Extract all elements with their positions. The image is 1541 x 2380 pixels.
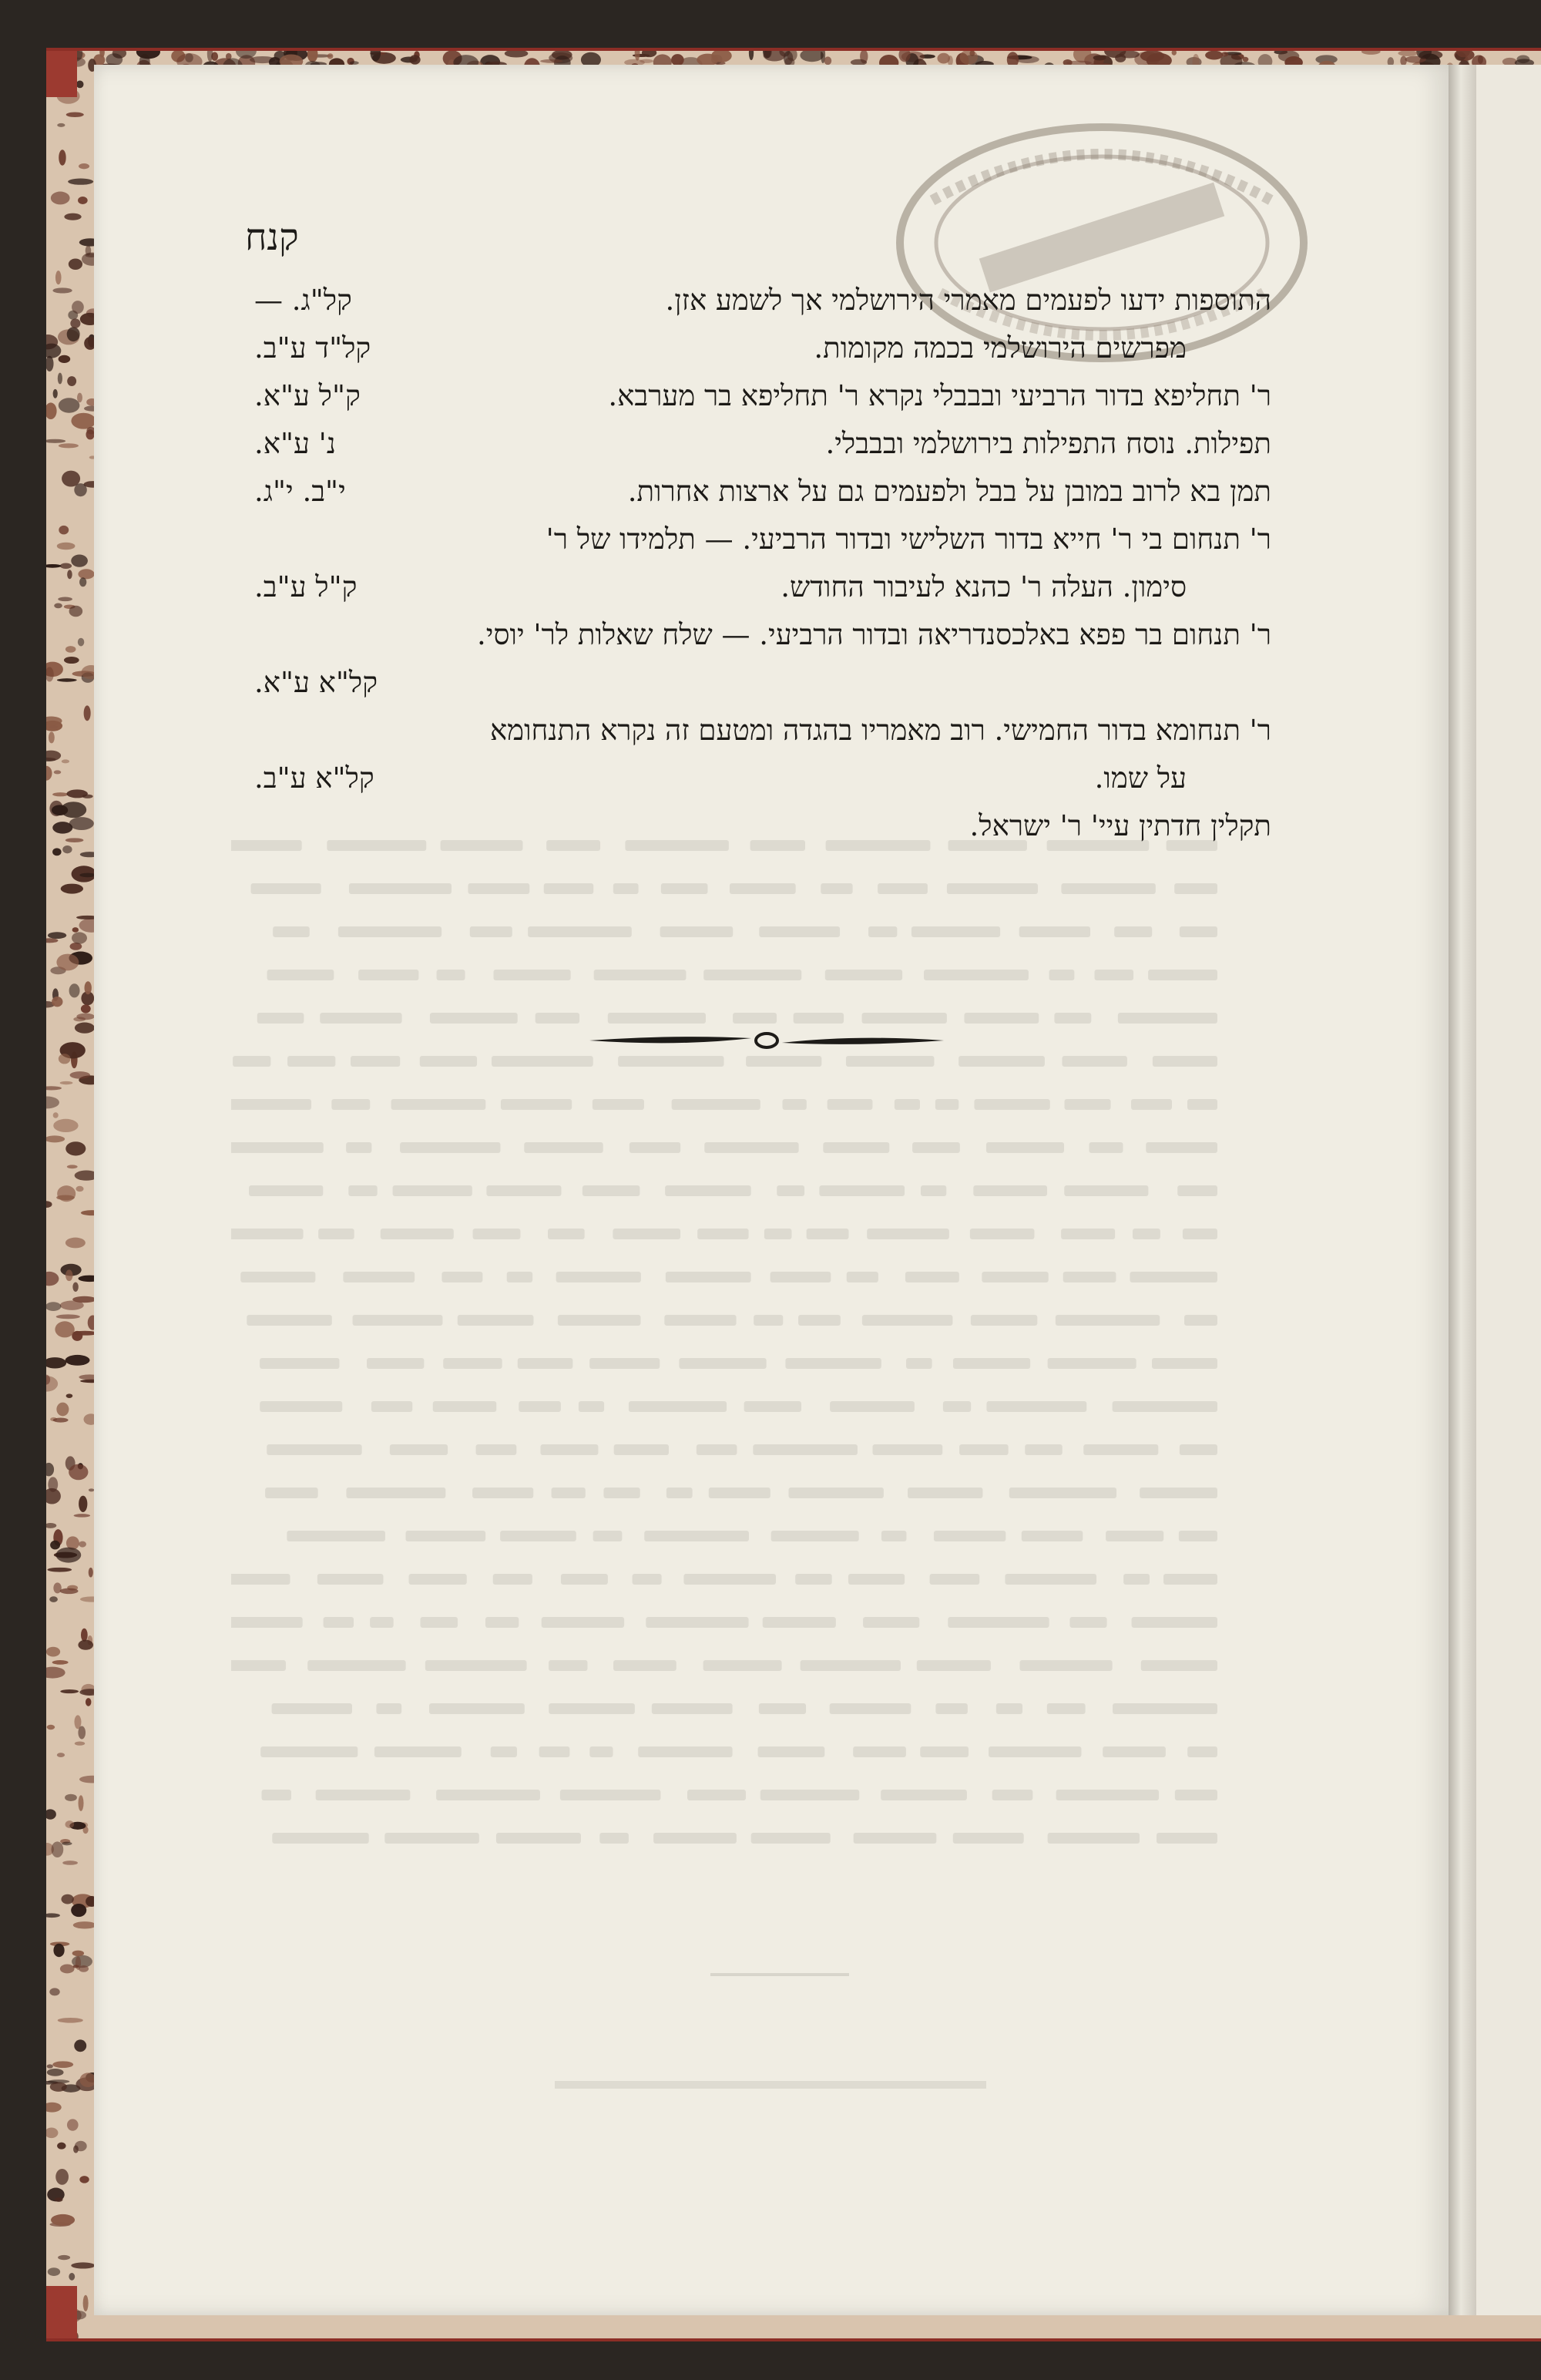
line-reference: קל"א ע"ב. [254,761,374,795]
line-text: תפילות. נוסח התפילות בירושלמי ובבבלי. [825,427,1271,460]
text-line [231,570,1271,618]
line-text: ר' תחליפא בדור הרביעי ובבבלי נקרא ר' תחליפא בר מערבא. [608,379,1271,412]
line-text: סימון. העלה ר' כהנא לעיבור החודש. [781,570,1187,603]
line-text: מפרשים הירושלמי בכמה מקומות. [814,331,1187,365]
text-line [231,618,1271,666]
line-reference: ק"ל ע"ב. [254,570,358,603]
page-text [231,284,1271,857]
page-number: קנח [245,216,299,259]
text-line [231,666,1271,714]
text-line [231,761,1271,809]
text-line [231,809,1271,857]
ornament-divider [586,1017,948,1064]
show-through-text [231,832,1217,1909]
line-reference: נ' ע"א. [254,427,336,460]
line-reference: קל"א ע"א. [254,666,378,699]
line-text: על שמו. [1094,761,1187,795]
line-reference: ק"ל ע"א. [254,379,361,412]
text-line [231,714,1271,761]
line-reference: י"ב. י"ג. [254,475,346,508]
line-text: ר' תנחום בר פפא באלכסנדריאה ובדור הרביעי. — שלח שאלות לר' יוסי. [476,618,1271,651]
text-line [231,475,1271,523]
line-text: תמן בא לרוב במובן על בבל ולפעמים גם על ארצות אחרות. [627,475,1271,508]
text-line [231,427,1271,475]
text-line [231,523,1271,570]
line-text: ר' תנחומא בדור החמישי. רוב מאמריו בהגדה ומטעם זה נקרא התנחומא [489,714,1271,747]
line-text: תקלין חדתין עיי' ר' ישראל. [969,809,1271,842]
text-line [231,379,1271,427]
page-gutter [1449,65,1476,2315]
printer-imprint-bleed [539,2073,1002,2101]
facing-page-edge [1476,65,1541,2315]
text-line [231,284,1271,331]
line-text: ר' תנחום בי ר' חייא בדור השלישי ובדור הרביעי. — תלמידו של ר' [546,523,1271,556]
faint-rule [710,1973,849,1976]
line-reference: קל"ד ע"ב. [254,331,371,365]
text-line [231,331,1271,379]
line-text: התוספות ידעו לפעמים מאמרי הירושלמי אך לשמע אזן. [665,284,1271,317]
line-reference: קל"ג. — [254,284,352,317]
